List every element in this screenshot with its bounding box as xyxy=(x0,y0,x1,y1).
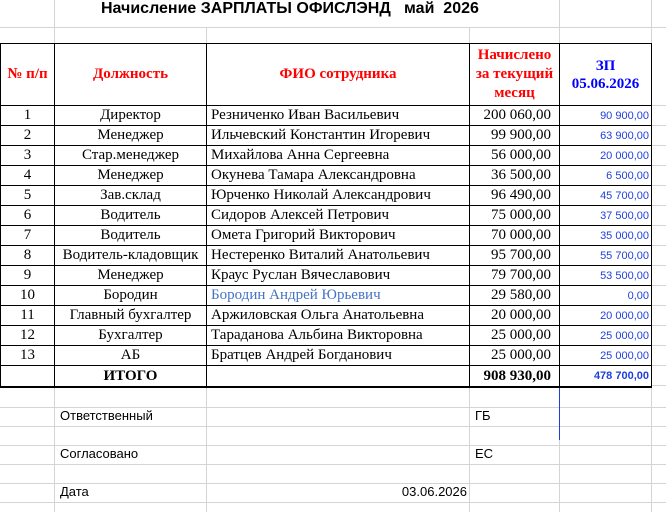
cell-number[interactable]: 10 xyxy=(1,286,55,306)
total-pay-amount[interactable]: 478 700,00 xyxy=(560,366,652,388)
cell-charged-amount[interactable]: 29 580,00 xyxy=(470,286,560,306)
cell-employee-name[interactable]: Аржиловская Ольга Анатольевна xyxy=(207,306,470,326)
cell-number[interactable]: 12 xyxy=(1,326,55,346)
cell-number[interactable]: 9 xyxy=(1,266,55,286)
header-charged[interactable] xyxy=(470,44,560,106)
cell-pay-amount[interactable]: 20 000,00 xyxy=(560,306,652,326)
cell-pay-amount[interactable]: 37 500,00 xyxy=(560,206,652,226)
cell-employee-name[interactable]: Резниченко Иван Васильевич xyxy=(207,106,470,126)
cell-position[interactable]: Водитель xyxy=(55,206,207,226)
cell-empty[interactable] xyxy=(1,366,55,388)
header-pay-line: ЗП xyxy=(595,57,616,74)
cell-employee-name[interactable]: Краус Руслан Вячеславович xyxy=(207,266,470,286)
cell-pay-amount[interactable]: 35 000,00 xyxy=(560,226,652,246)
cell-position[interactable]: Бородин xyxy=(55,286,207,306)
cell-employee-name[interactable]: Тараданова Альбина Викторовна xyxy=(207,326,470,346)
cell-border-accent xyxy=(559,388,560,440)
cell-position[interactable]: Менеджер xyxy=(55,126,207,146)
cell-number[interactable]: 3 xyxy=(1,146,55,166)
cell-number[interactable]: 6 xyxy=(1,206,55,226)
cell-number[interactable]: 13 xyxy=(1,346,55,366)
cell-employee-name[interactable]: Окунева Тамара Александровна xyxy=(207,166,470,186)
cell-position[interactable]: Менеджер xyxy=(55,166,207,186)
cell-position[interactable]: Водитель-кладовщик xyxy=(55,246,207,266)
header-number[interactable]: № п/п xyxy=(1,44,55,106)
cell-charged-amount[interactable]: 75 000,00 xyxy=(470,206,560,226)
responsible-label[interactable]: Ответственный xyxy=(60,408,153,423)
cell-charged-amount[interactable]: 56 000,00 xyxy=(470,146,560,166)
cell-number[interactable]: 5 xyxy=(1,186,55,206)
date-label[interactable]: Дата xyxy=(60,484,89,499)
cell-charged-amount[interactable]: 20 000,00 xyxy=(470,306,560,326)
cell-number[interactable]: 1 xyxy=(1,106,55,126)
cell-position[interactable]: Водитель xyxy=(55,226,207,246)
cell-pay-amount[interactable]: 55 700,00 xyxy=(560,246,652,266)
header-pay-line: 05.06.2026 xyxy=(571,75,640,92)
cell-charged-amount[interactable]: 95 700,00 xyxy=(470,246,560,266)
header-charged-line: Начислено xyxy=(477,47,552,63)
cell-employee-name[interactable]: Михайлова Анна Сергеевна xyxy=(207,146,470,166)
cell-charged-amount[interactable]: 99 900,00 xyxy=(470,126,560,146)
cell-position[interactable]: Директор xyxy=(55,106,207,126)
header-charged-line: месяц xyxy=(494,85,535,101)
cell-employee-name[interactable]: Омета Григорий Викторович xyxy=(207,226,470,246)
column-f-gridlines xyxy=(652,86,666,388)
sheet-title[interactable]: Начисление ЗАРПЛАТЫ ОФИСЛЭНД май 2026 xyxy=(101,0,483,27)
cell-employee-name[interactable]: Бородин Андрей Юрьевич xyxy=(207,286,470,306)
cell-number[interactable]: 2 xyxy=(1,126,55,146)
header-position[interactable]: Должность xyxy=(55,44,207,106)
date-value[interactable]: 03.06.2026 xyxy=(401,484,467,499)
cell-number[interactable]: 4 xyxy=(1,166,55,186)
total-charged-amount[interactable]: 908 930,00 xyxy=(470,366,560,388)
cell-employee-name[interactable]: Нестеренко Виталий Анатольевич xyxy=(207,246,470,266)
cell-employee-name[interactable]: Ильчевский Константин Игоревич xyxy=(207,126,470,146)
cell-position[interactable]: Бухгалтер xyxy=(55,326,207,346)
cell-charged-amount[interactable]: 25 000,00 xyxy=(470,326,560,346)
cell-pay-amount[interactable]: 63 900,00 xyxy=(560,126,652,146)
cell-pay-amount[interactable]: 25 000,00 xyxy=(560,346,652,366)
cell-empty[interactable] xyxy=(207,366,470,388)
cell-employee-name[interactable]: Юрченко Николай Александрович xyxy=(207,186,470,206)
cell-charged-amount[interactable]: 36 500,00 xyxy=(470,166,560,186)
total-label[interactable]: ИТОГО xyxy=(55,366,207,388)
cell-charged-amount[interactable]: 79 700,00 xyxy=(470,266,560,286)
header-employee-name[interactable]: ФИО сотрудника xyxy=(207,44,470,106)
cell-pay-amount[interactable]: 45 700,00 xyxy=(560,186,652,206)
approved-value[interactable]: ЕС xyxy=(475,446,494,461)
header-charged-line: за текущий xyxy=(475,66,554,82)
cell-position[interactable]: Зав.склад xyxy=(55,186,207,206)
cell-position[interactable]: Менеджер xyxy=(55,266,207,286)
cell-position[interactable]: Стар.менеджер xyxy=(55,146,207,166)
approved-label[interactable]: Согласовано xyxy=(60,446,139,461)
cell-employee-name[interactable]: Сидоров Алексей Петрович xyxy=(207,206,470,226)
cell-pay-amount[interactable]: 53 500,00 xyxy=(560,266,652,286)
cell-charged-amount[interactable]: 70 000,00 xyxy=(470,226,560,246)
cell-position[interactable]: АБ xyxy=(55,346,207,366)
cell-number[interactable]: 8 xyxy=(1,246,55,266)
cell-pay-amount[interactable]: 0,00 xyxy=(560,286,652,306)
cell-pay-amount[interactable]: 25 000,00 xyxy=(560,326,652,346)
header-pay[interactable] xyxy=(560,44,652,106)
cell-pay-amount[interactable]: 6 500,00 xyxy=(560,166,652,186)
cell-charged-amount[interactable]: 200 060,00 xyxy=(470,106,560,126)
cell-employee-name[interactable]: Братцев Андрей Богданович xyxy=(207,346,470,366)
responsible-value[interactable]: ГБ xyxy=(475,408,491,423)
cell-number[interactable]: 11 xyxy=(1,306,55,326)
cell-position[interactable]: Главный бухгалтер xyxy=(55,306,207,326)
payroll-table xyxy=(0,43,652,388)
cell-charged-amount[interactable]: 96 490,00 xyxy=(470,186,560,206)
cell-pay-amount[interactable]: 90 900,00 xyxy=(560,106,652,126)
cell-pay-amount[interactable]: 20 000,00 xyxy=(560,146,652,166)
cell-number[interactable]: 7 xyxy=(1,226,55,246)
cell-charged-amount[interactable]: 25 000,00 xyxy=(470,346,560,366)
